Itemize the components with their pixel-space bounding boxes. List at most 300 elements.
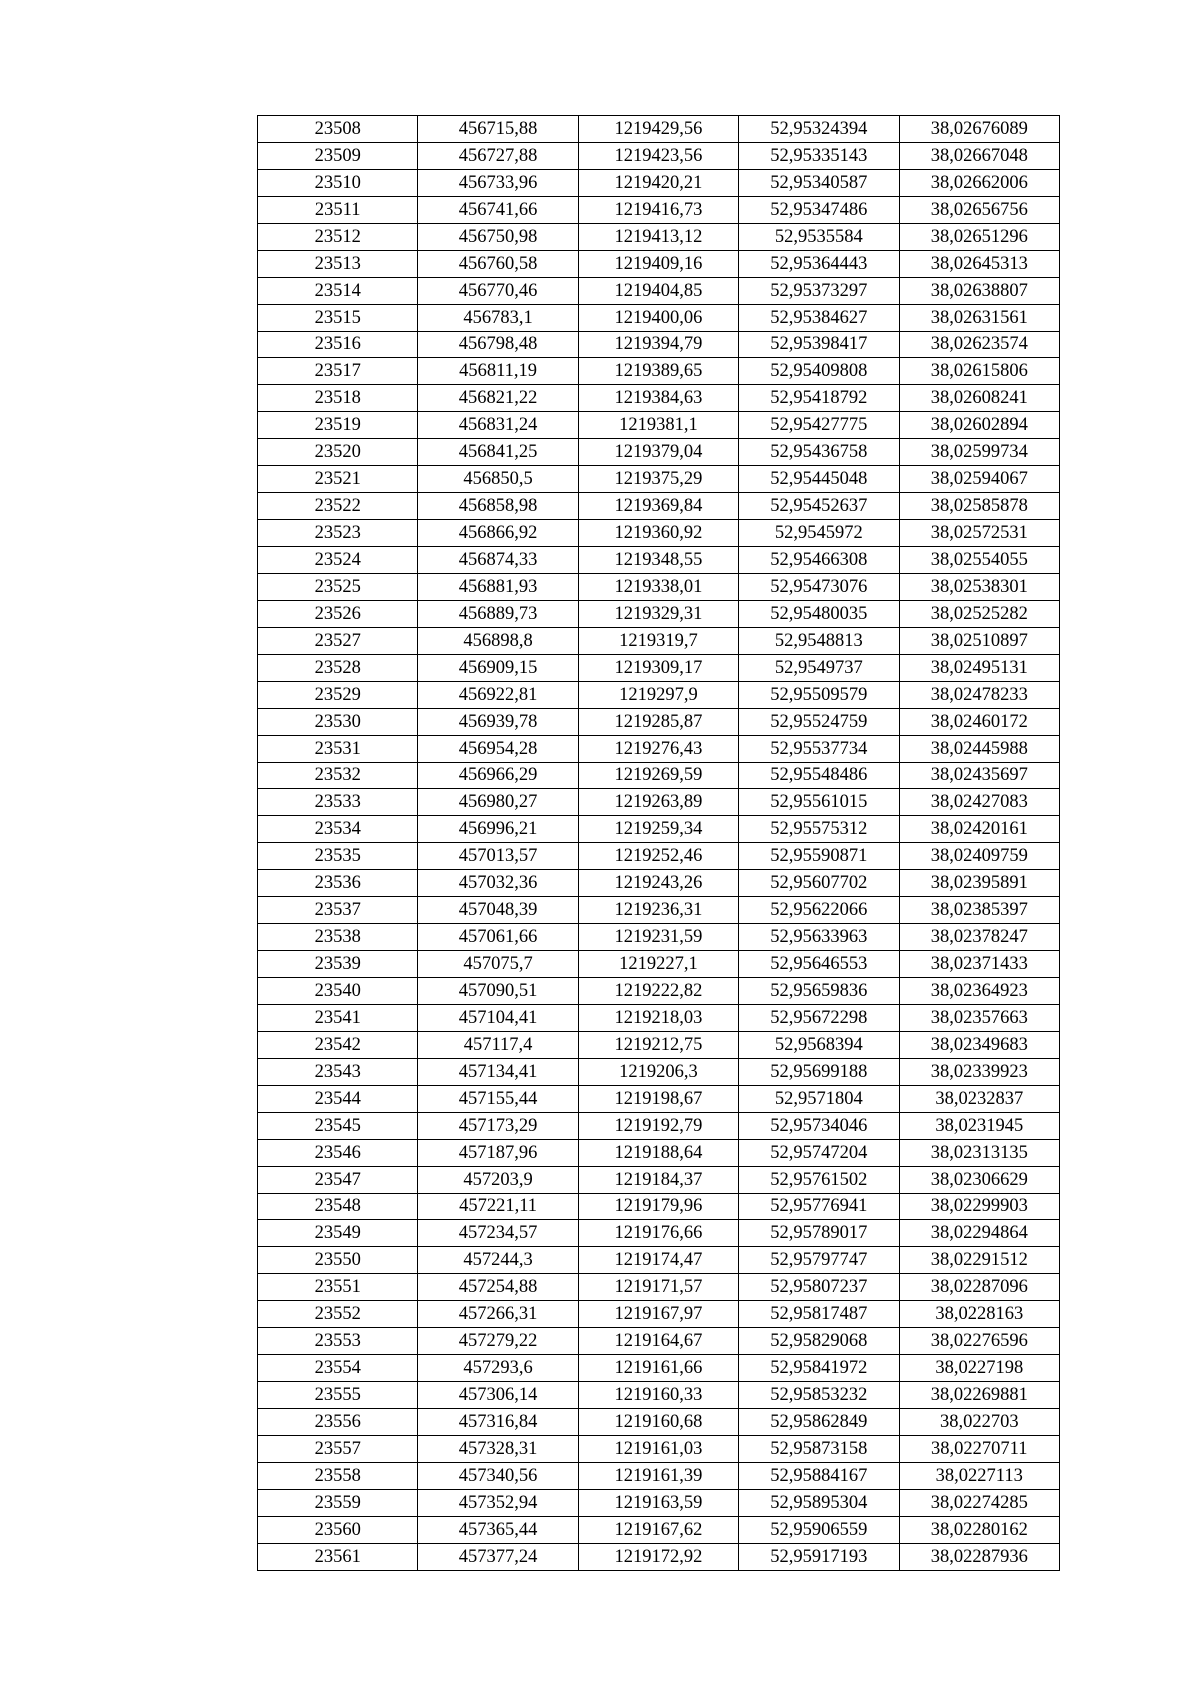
- y-coordinate-cell: 1219416,73: [578, 196, 738, 223]
- y-coordinate-cell: 1219389,65: [578, 358, 738, 385]
- latitude-cell: 52,95409808: [739, 358, 899, 385]
- y-coordinate-cell: 1219174,47: [578, 1247, 738, 1274]
- point-number-cell: 23518: [258, 385, 418, 412]
- x-coordinate-cell: 457328,31: [418, 1435, 578, 1462]
- table-row: [258, 681, 1060, 708]
- point-number-cell: 23536: [258, 870, 418, 897]
- point-number-cell: 23544: [258, 1085, 418, 1112]
- y-coordinate-cell: 1219381,1: [578, 412, 738, 439]
- y-coordinate-cell: 1219263,89: [578, 789, 738, 816]
- y-coordinate-cell: 1219218,03: [578, 1004, 738, 1031]
- latitude-cell: 52,95646553: [739, 951, 899, 978]
- x-coordinate-cell: 457254,88: [418, 1274, 578, 1301]
- table-row: [258, 708, 1060, 735]
- x-coordinate-cell: 457061,66: [418, 924, 578, 951]
- y-coordinate-cell: 1219198,67: [578, 1085, 738, 1112]
- point-number-cell: 23552: [258, 1301, 418, 1328]
- y-coordinate-cell: 1219369,84: [578, 493, 738, 520]
- coordinates-table: [257, 115, 1060, 1571]
- x-coordinate-cell: 456939,78: [418, 708, 578, 735]
- y-coordinate-cell: 1219231,59: [578, 924, 738, 951]
- x-coordinate-cell: 457279,22: [418, 1328, 578, 1355]
- longitude-cell: 38,02631561: [899, 304, 1059, 331]
- point-number-cell: 23558: [258, 1462, 418, 1489]
- latitude-cell: 52,95607702: [739, 870, 899, 897]
- x-coordinate-cell: 456727,88: [418, 142, 578, 169]
- latitude-cell: 52,95817487: [739, 1301, 899, 1328]
- latitude-cell: 52,95853232: [739, 1382, 899, 1409]
- table-row: [258, 169, 1060, 196]
- longitude-cell: 38,02608241: [899, 385, 1059, 412]
- longitude-cell: 38,02656756: [899, 196, 1059, 223]
- x-coordinate-cell: 457048,39: [418, 897, 578, 924]
- x-coordinate-cell: 457117,4: [418, 1031, 578, 1058]
- latitude-cell: 52,95373297: [739, 277, 899, 304]
- y-coordinate-cell: 1219163,59: [578, 1489, 738, 1516]
- y-coordinate-cell: 1219164,67: [578, 1328, 738, 1355]
- longitude-cell: 38,02357663: [899, 1004, 1059, 1031]
- x-coordinate-cell: 457377,24: [418, 1543, 578, 1570]
- y-coordinate-cell: 1219269,59: [578, 762, 738, 789]
- y-coordinate-cell: 1219379,04: [578, 439, 738, 466]
- latitude-cell: 52,95884167: [739, 1462, 899, 1489]
- table-row: [258, 1031, 1060, 1058]
- latitude-cell: 52,95324394: [739, 116, 899, 143]
- point-number-cell: 23513: [258, 250, 418, 277]
- table-row: [258, 843, 1060, 870]
- latitude-cell: 52,95524759: [739, 708, 899, 735]
- y-coordinate-cell: 1219429,56: [578, 116, 738, 143]
- longitude-cell: 38,02274285: [899, 1489, 1059, 1516]
- point-number-cell: 23554: [258, 1355, 418, 1382]
- point-number-cell: 23540: [258, 978, 418, 1005]
- longitude-cell: 38,02676089: [899, 116, 1059, 143]
- latitude-cell: 52,95797747: [739, 1247, 899, 1274]
- table-row: [258, 1301, 1060, 1328]
- y-coordinate-cell: 1219375,29: [578, 466, 738, 493]
- table-row: [258, 1193, 1060, 1220]
- longitude-cell: 38,022703: [899, 1409, 1059, 1436]
- table-row: [258, 573, 1060, 600]
- latitude-cell: 52,95537734: [739, 735, 899, 762]
- x-coordinate-cell: 456831,24: [418, 412, 578, 439]
- point-number-cell: 23522: [258, 493, 418, 520]
- latitude-cell: 52,95335143: [739, 142, 899, 169]
- point-number-cell: 23559: [258, 1489, 418, 1516]
- table-row: [258, 789, 1060, 816]
- latitude-cell: 52,95776941: [739, 1193, 899, 1220]
- y-coordinate-cell: 1219192,79: [578, 1112, 738, 1139]
- longitude-cell: 38,02378247: [899, 924, 1059, 951]
- longitude-cell: 38,02287936: [899, 1543, 1059, 1570]
- table-row: [258, 1435, 1060, 1462]
- table-row: [258, 627, 1060, 654]
- point-number-cell: 23550: [258, 1247, 418, 1274]
- longitude-cell: 38,02638807: [899, 277, 1059, 304]
- table-row: [258, 466, 1060, 493]
- point-number-cell: 23553: [258, 1328, 418, 1355]
- table-row: [258, 978, 1060, 1005]
- x-coordinate-cell: 456898,8: [418, 627, 578, 654]
- table-row: [258, 1328, 1060, 1355]
- table-row: [258, 735, 1060, 762]
- table-row: [258, 654, 1060, 681]
- latitude-cell: 52,95466308: [739, 547, 899, 574]
- table-row: [258, 1166, 1060, 1193]
- x-coordinate-cell: 456980,27: [418, 789, 578, 816]
- table-row: [258, 762, 1060, 789]
- table-row: [258, 277, 1060, 304]
- longitude-cell: 38,02651296: [899, 223, 1059, 250]
- longitude-cell: 38,02280162: [899, 1516, 1059, 1543]
- longitude-cell: 38,02599734: [899, 439, 1059, 466]
- table-row: [258, 223, 1060, 250]
- x-coordinate-cell: 456954,28: [418, 735, 578, 762]
- x-coordinate-cell: 457075,7: [418, 951, 578, 978]
- longitude-cell: 38,02299903: [899, 1193, 1059, 1220]
- y-coordinate-cell: 1219297,9: [578, 681, 738, 708]
- table-row: [258, 600, 1060, 627]
- latitude-cell: 52,95895304: [739, 1489, 899, 1516]
- y-coordinate-cell: 1219384,63: [578, 385, 738, 412]
- y-coordinate-cell: 1219171,57: [578, 1274, 738, 1301]
- table-row: [258, 1004, 1060, 1031]
- point-number-cell: 23512: [258, 223, 418, 250]
- longitude-cell: 38,0227113: [899, 1462, 1059, 1489]
- latitude-cell: 52,95445048: [739, 466, 899, 493]
- longitude-cell: 38,02478233: [899, 681, 1059, 708]
- longitude-cell: 38,02349683: [899, 1031, 1059, 1058]
- y-coordinate-cell: 1219285,87: [578, 708, 738, 735]
- y-coordinate-cell: 1219338,01: [578, 573, 738, 600]
- table-row: [258, 331, 1060, 358]
- latitude-cell: 52,9568394: [739, 1031, 899, 1058]
- y-coordinate-cell: 1219319,7: [578, 627, 738, 654]
- longitude-cell: 38,02385397: [899, 897, 1059, 924]
- latitude-cell: 52,95747204: [739, 1139, 899, 1166]
- x-coordinate-cell: 456715,88: [418, 116, 578, 143]
- x-coordinate-cell: 456874,33: [418, 547, 578, 574]
- table-row: [258, 547, 1060, 574]
- longitude-cell: 38,02495131: [899, 654, 1059, 681]
- latitude-cell: 52,95509579: [739, 681, 899, 708]
- y-coordinate-cell: 1219404,85: [578, 277, 738, 304]
- table-row: [258, 1543, 1060, 1570]
- x-coordinate-cell: 456909,15: [418, 654, 578, 681]
- y-coordinate-cell: 1219167,97: [578, 1301, 738, 1328]
- longitude-cell: 38,02667048: [899, 142, 1059, 169]
- x-coordinate-cell: 457234,57: [418, 1220, 578, 1247]
- x-coordinate-cell: 456850,5: [418, 466, 578, 493]
- longitude-cell: 38,02395891: [899, 870, 1059, 897]
- y-coordinate-cell: 1219420,21: [578, 169, 738, 196]
- y-coordinate-cell: 1219252,46: [578, 843, 738, 870]
- table-row: [258, 439, 1060, 466]
- table-row: [258, 520, 1060, 547]
- x-coordinate-cell: 457013,57: [418, 843, 578, 870]
- y-coordinate-cell: 1219348,55: [578, 547, 738, 574]
- point-number-cell: 23555: [258, 1382, 418, 1409]
- latitude-cell: 52,9535584: [739, 223, 899, 250]
- x-coordinate-cell: 457032,36: [418, 870, 578, 897]
- point-number-cell: 23547: [258, 1166, 418, 1193]
- point-number-cell: 23548: [258, 1193, 418, 1220]
- longitude-cell: 38,02554055: [899, 547, 1059, 574]
- y-coordinate-cell: 1219236,31: [578, 897, 738, 924]
- latitude-cell: 52,9549737: [739, 654, 899, 681]
- table-row: [258, 1382, 1060, 1409]
- point-number-cell: 23538: [258, 924, 418, 951]
- x-coordinate-cell: 456841,25: [418, 439, 578, 466]
- latitude-cell: 52,95841972: [739, 1355, 899, 1382]
- table-row: [258, 385, 1060, 412]
- longitude-cell: 38,02460172: [899, 708, 1059, 735]
- y-coordinate-cell: 1219179,96: [578, 1193, 738, 1220]
- latitude-cell: 52,95364443: [739, 250, 899, 277]
- point-number-cell: 23509: [258, 142, 418, 169]
- longitude-cell: 38,02623574: [899, 331, 1059, 358]
- point-number-cell: 23542: [258, 1031, 418, 1058]
- longitude-cell: 38,02525282: [899, 600, 1059, 627]
- point-number-cell: 23527: [258, 627, 418, 654]
- x-coordinate-cell: 456881,93: [418, 573, 578, 600]
- table-row: [258, 1058, 1060, 1085]
- y-coordinate-cell: 1219172,92: [578, 1543, 738, 1570]
- x-coordinate-cell: 457365,44: [418, 1516, 578, 1543]
- y-coordinate-cell: 1219206,3: [578, 1058, 738, 1085]
- latitude-cell: 52,95917193: [739, 1543, 899, 1570]
- point-number-cell: 23529: [258, 681, 418, 708]
- latitude-cell: 52,95427775: [739, 412, 899, 439]
- latitude-cell: 52,95829068: [739, 1328, 899, 1355]
- y-coordinate-cell: 1219167,62: [578, 1516, 738, 1543]
- table-row: [258, 1139, 1060, 1166]
- point-number-cell: 23557: [258, 1435, 418, 1462]
- longitude-cell: 38,0228163: [899, 1301, 1059, 1328]
- latitude-cell: 52,95761502: [739, 1166, 899, 1193]
- longitude-cell: 38,02594067: [899, 466, 1059, 493]
- point-number-cell: 23521: [258, 466, 418, 493]
- point-number-cell: 23510: [258, 169, 418, 196]
- longitude-cell: 38,02294864: [899, 1220, 1059, 1247]
- point-number-cell: 23537: [258, 897, 418, 924]
- latitude-cell: 52,95734046: [739, 1112, 899, 1139]
- point-number-cell: 23528: [258, 654, 418, 681]
- latitude-cell: 52,95862849: [739, 1409, 899, 1436]
- y-coordinate-cell: 1219227,1: [578, 951, 738, 978]
- x-coordinate-cell: 457340,56: [418, 1462, 578, 1489]
- y-coordinate-cell: 1219400,06: [578, 304, 738, 331]
- latitude-cell: 52,95807237: [739, 1274, 899, 1301]
- y-coordinate-cell: 1219243,26: [578, 870, 738, 897]
- y-coordinate-cell: 1219309,17: [578, 654, 738, 681]
- point-number-cell: 23516: [258, 331, 418, 358]
- point-number-cell: 23514: [258, 277, 418, 304]
- y-coordinate-cell: 1219161,39: [578, 1462, 738, 1489]
- point-number-cell: 23524: [258, 547, 418, 574]
- x-coordinate-cell: 456922,81: [418, 681, 578, 708]
- x-coordinate-cell: 457090,51: [418, 978, 578, 1005]
- table-row: [258, 924, 1060, 951]
- table-row: [258, 1409, 1060, 1436]
- y-coordinate-cell: 1219413,12: [578, 223, 738, 250]
- longitude-cell: 38,02420161: [899, 816, 1059, 843]
- table-row: [258, 1112, 1060, 1139]
- point-number-cell: 23530: [258, 708, 418, 735]
- latitude-cell: 52,95873158: [739, 1435, 899, 1462]
- x-coordinate-cell: 456783,1: [418, 304, 578, 331]
- table-row: [258, 304, 1060, 331]
- latitude-cell: 52,95480035: [739, 600, 899, 627]
- y-coordinate-cell: 1219160,68: [578, 1409, 738, 1436]
- point-number-cell: 23545: [258, 1112, 418, 1139]
- y-coordinate-cell: 1219161,03: [578, 1435, 738, 1462]
- longitude-cell: 38,02276596: [899, 1328, 1059, 1355]
- latitude-cell: 52,9571804: [739, 1085, 899, 1112]
- longitude-cell: 38,02270711: [899, 1435, 1059, 1462]
- table-row: [258, 816, 1060, 843]
- longitude-cell: 38,02364923: [899, 978, 1059, 1005]
- latitude-cell: 52,95575312: [739, 816, 899, 843]
- x-coordinate-cell: 457316,84: [418, 1409, 578, 1436]
- y-coordinate-cell: 1219360,92: [578, 520, 738, 547]
- x-coordinate-cell: 456821,22: [418, 385, 578, 412]
- table-row: [258, 116, 1060, 143]
- y-coordinate-cell: 1219212,75: [578, 1031, 738, 1058]
- point-number-cell: 23531: [258, 735, 418, 762]
- latitude-cell: 52,95906559: [739, 1516, 899, 1543]
- y-coordinate-cell: 1219184,37: [578, 1166, 738, 1193]
- latitude-cell: 52,95548486: [739, 762, 899, 789]
- longitude-cell: 38,02602894: [899, 412, 1059, 439]
- latitude-cell: 52,95398417: [739, 331, 899, 358]
- point-number-cell: 23517: [258, 358, 418, 385]
- x-coordinate-cell: 456858,98: [418, 493, 578, 520]
- longitude-cell: 38,02538301: [899, 573, 1059, 600]
- table-row: [258, 870, 1060, 897]
- point-number-cell: 23523: [258, 520, 418, 547]
- longitude-cell: 38,02615806: [899, 358, 1059, 385]
- longitude-cell: 38,02339923: [899, 1058, 1059, 1085]
- latitude-cell: 52,95659836: [739, 978, 899, 1005]
- point-number-cell: 23534: [258, 816, 418, 843]
- latitude-cell: 52,95473076: [739, 573, 899, 600]
- point-number-cell: 23561: [258, 1543, 418, 1570]
- longitude-cell: 38,0232837: [899, 1085, 1059, 1112]
- x-coordinate-cell: 456770,46: [418, 277, 578, 304]
- coordinates-table-body: [258, 116, 1060, 1571]
- longitude-cell: 38,02427083: [899, 789, 1059, 816]
- latitude-cell: 52,95347486: [739, 196, 899, 223]
- y-coordinate-cell: 1219394,79: [578, 331, 738, 358]
- point-number-cell: 23541: [258, 1004, 418, 1031]
- point-number-cell: 23520: [258, 439, 418, 466]
- point-number-cell: 23525: [258, 573, 418, 600]
- x-coordinate-cell: 457293,6: [418, 1355, 578, 1382]
- point-number-cell: 23533: [258, 789, 418, 816]
- point-number-cell: 23508: [258, 116, 418, 143]
- longitude-cell: 38,02409759: [899, 843, 1059, 870]
- longitude-cell: 38,02645313: [899, 250, 1059, 277]
- x-coordinate-cell: 456889,73: [418, 600, 578, 627]
- y-coordinate-cell: 1219161,66: [578, 1355, 738, 1382]
- x-coordinate-cell: 457173,29: [418, 1112, 578, 1139]
- table-row: [258, 951, 1060, 978]
- point-number-cell: 23511: [258, 196, 418, 223]
- point-number-cell: 23519: [258, 412, 418, 439]
- table-row: [258, 1516, 1060, 1543]
- table-row: [258, 897, 1060, 924]
- x-coordinate-cell: 456750,98: [418, 223, 578, 250]
- table-row: [258, 1085, 1060, 1112]
- latitude-cell: 52,95672298: [739, 1004, 899, 1031]
- x-coordinate-cell: 456996,21: [418, 816, 578, 843]
- x-coordinate-cell: 456733,96: [418, 169, 578, 196]
- latitude-cell: 52,95633963: [739, 924, 899, 951]
- point-number-cell: 23532: [258, 762, 418, 789]
- x-coordinate-cell: 457266,31: [418, 1301, 578, 1328]
- table-row: [258, 142, 1060, 169]
- point-number-cell: 23539: [258, 951, 418, 978]
- x-coordinate-cell: 457306,14: [418, 1382, 578, 1409]
- longitude-cell: 38,02445988: [899, 735, 1059, 762]
- x-coordinate-cell: 457155,44: [418, 1085, 578, 1112]
- latitude-cell: 52,9545972: [739, 520, 899, 547]
- latitude-cell: 52,95699188: [739, 1058, 899, 1085]
- x-coordinate-cell: 457352,94: [418, 1489, 578, 1516]
- latitude-cell: 52,95561015: [739, 789, 899, 816]
- y-coordinate-cell: 1219176,66: [578, 1220, 738, 1247]
- y-coordinate-cell: 1219188,64: [578, 1139, 738, 1166]
- longitude-cell: 38,02291512: [899, 1247, 1059, 1274]
- table-row: [258, 358, 1060, 385]
- x-coordinate-cell: 457134,41: [418, 1058, 578, 1085]
- table-row: [258, 493, 1060, 520]
- longitude-cell: 38,02572531: [899, 520, 1059, 547]
- point-number-cell: 23526: [258, 600, 418, 627]
- latitude-cell: 52,95590871: [739, 843, 899, 870]
- longitude-cell: 38,0231945: [899, 1112, 1059, 1139]
- x-coordinate-cell: 457104,41: [418, 1004, 578, 1031]
- longitude-cell: 38,02269881: [899, 1382, 1059, 1409]
- latitude-cell: 52,95418792: [739, 385, 899, 412]
- latitude-cell: 52,95436758: [739, 439, 899, 466]
- longitude-cell: 38,02287096: [899, 1274, 1059, 1301]
- y-coordinate-cell: 1219222,82: [578, 978, 738, 1005]
- table-row: [258, 1247, 1060, 1274]
- latitude-cell: 52,95340587: [739, 169, 899, 196]
- y-coordinate-cell: 1219259,34: [578, 816, 738, 843]
- x-coordinate-cell: 456760,58: [418, 250, 578, 277]
- x-coordinate-cell: 457187,96: [418, 1139, 578, 1166]
- x-coordinate-cell: 457244,3: [418, 1247, 578, 1274]
- x-coordinate-cell: 457221,11: [418, 1193, 578, 1220]
- latitude-cell: 52,95452637: [739, 493, 899, 520]
- y-coordinate-cell: 1219276,43: [578, 735, 738, 762]
- latitude-cell: 52,9548813: [739, 627, 899, 654]
- table-row: [258, 1462, 1060, 1489]
- table-row: [258, 1355, 1060, 1382]
- table-row: [258, 1274, 1060, 1301]
- table-row: [258, 250, 1060, 277]
- x-coordinate-cell: 456798,48: [418, 331, 578, 358]
- point-number-cell: 23560: [258, 1516, 418, 1543]
- longitude-cell: 38,02435697: [899, 762, 1059, 789]
- point-number-cell: 23556: [258, 1409, 418, 1436]
- table-row: [258, 196, 1060, 223]
- point-number-cell: 23551: [258, 1274, 418, 1301]
- longitude-cell: 38,02510897: [899, 627, 1059, 654]
